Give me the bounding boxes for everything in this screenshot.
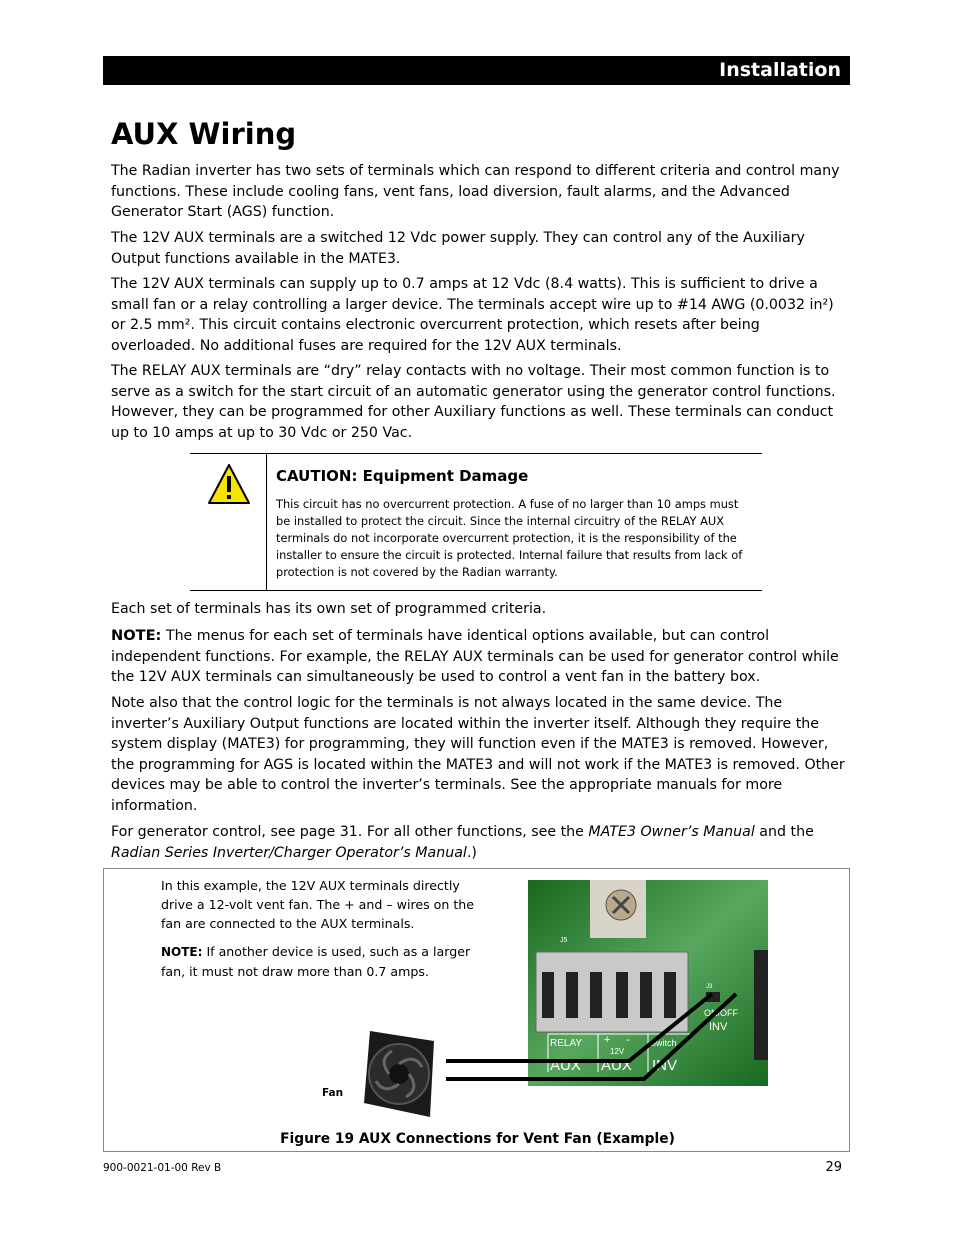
- label-12v: 12V: [610, 1047, 625, 1056]
- label-plus: +: [604, 1034, 611, 1046]
- mate3-manual-reference: MATE3 Owner’s Manual: [588, 824, 755, 840]
- note-text: The menus for each set of terminals have identical options available, but can control independent functions. For example, the RELAY AUX terminals can be used for generator control while the 12V AUX terminals can simultaneously be used to control a vent fan in the battery box.: [111, 628, 839, 686]
- figure-description: In this example, the 12V AUX terminals directly drive a 12-volt vent fan. The + and – wires on the fan are connected to the AUX terminals.: [161, 878, 475, 931]
- note-label: NOTE:: [111, 627, 162, 644]
- paragraph-control-logic: Note also that the control logic for the terminals is not always located in the same device. The inverter’s Auxiliary Output functions are located within the inverter itself. Although they require the system display (MATE3) for programming, they will function even if the MATE3 is removed. However, the programming for AGS is located within the MATE3 and will not work if the MATE3 is removed. Other devices may be able to control the inverter’s terminals. See the appropriate manuals for more information.: [111, 695, 845, 814]
- footer-page-number: 29: [825, 1160, 842, 1175]
- caution-box: [190, 453, 762, 591]
- radian-manual-reference: Radian Series Inverter/Charger Operator’s Manual: [111, 844, 467, 861]
- paragraph-generator-control: [111, 822, 846, 863]
- paragraph-12v-aux: The 12V AUX terminals are a switched 12 Vdc power supply. They can control any of the Auxiliary Output functions available in the MATE3.: [111, 230, 805, 267]
- label-j5: J5: [560, 937, 568, 944]
- caution-divider: [266, 454, 267, 590]
- figure-note: [161, 942, 491, 981]
- paragraph-relay-aux: The RELAY AUX terminals are “dry” relay contacts with no voltage. Their most common function is to serve as a switch for the start circuit of an automatic generator using the generator control functions. However, they can be programmed for other Auxiliary functions as well. These terminals can conduct up to 10 amps at up to 30 Vdc or 250 Vac.: [111, 363, 836, 441]
- fan-wires: [444, 989, 774, 1089]
- label-j3: J3: [706, 984, 713, 990]
- label-on-off: ON/OFF: [704, 1008, 738, 1018]
- figure-caption: Figure 19 AUX Connections for Vent Fan (Example): [280, 1131, 675, 1147]
- label-aux-12v: AUX: [601, 1057, 632, 1074]
- caution-text: This circuit has no overcurrent protection. A fuse of no larger than 10 amps must be installed to protect the circuit. Since the internal circuitry of the RELAY AUX terminals do not incorporate overcurrent protection, it is the responsibility of the installer to ensure the circuit is protected. Internal failure that results from lack of protection is not covered by the Radian warranty.: [276, 497, 743, 579]
- label-inv-bottom: INV: [652, 1057, 678, 1074]
- p7-mid: and the: [754, 824, 814, 840]
- label-inv-top: INV: [709, 1021, 728, 1033]
- paragraph-12v-capacity: The 12V AUX terminals can supply up to 0.7 amps at 12 Vdc (8.4 watts). This is sufficient to drive a small fan or a relay controlling a larger device. The terminals accept wire up to #14 AWG (0.0032 in²) or 2.5 mm². This circuit contains electronic overcurrent protection, which resets after being overloaded. No additional fuses are required for the 12V AUX terminals.: [111, 276, 834, 354]
- p7-end: .): [466, 844, 477, 861]
- fan-icon: [360, 1027, 438, 1119]
- section-title: Installation: [719, 59, 841, 81]
- figure-note-text: If another device is used, such as a larger fan, it must not draw more than 0.7 amps.: [161, 944, 471, 979]
- figure-note-label: NOTE:: [161, 945, 203, 959]
- page-title: AUX Wiring: [111, 117, 297, 151]
- fan-label: Fan: [322, 1087, 344, 1099]
- figure-box: [103, 868, 850, 1152]
- label-minus: -: [626, 1034, 630, 1046]
- label-switch: Switch: [650, 1038, 677, 1048]
- warning-triangle-icon: [207, 463, 251, 505]
- p7-start: For generator control, see page 31. For all other functions, see the: [111, 824, 589, 840]
- paragraph-intro: The Radian inverter has two sets of terminals which can respond to different criteria and control many functions. These include cooling fans, vent fans, load diversion, fault alarms, and the Advanced Generator Start (AGS) function.: [111, 163, 840, 221]
- caution-title: CAUTION: Equipment Damage: [276, 467, 529, 485]
- footer-doc-number: 900-0021-01-00 Rev B: [103, 1162, 222, 1174]
- section-header-bar: [103, 56, 850, 85]
- paragraph-criteria: Each set of terminals has its own set of programmed criteria.: [111, 601, 547, 617]
- label-aux-relay: AUX: [550, 1057, 581, 1074]
- paragraph-note: [111, 626, 846, 688]
- label-relay: RELAY: [550, 1038, 583, 1049]
